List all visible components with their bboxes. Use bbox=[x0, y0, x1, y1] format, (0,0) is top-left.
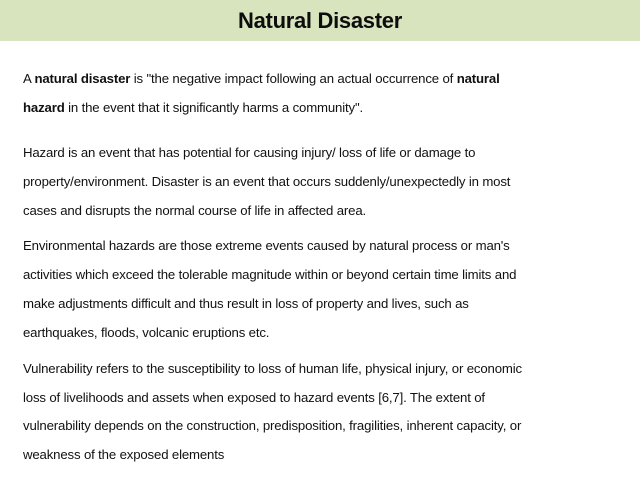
slide-title: Natural Disaster bbox=[238, 8, 402, 33]
text-line: Environmental hazards are those extreme events caused by natural process or man's bbox=[23, 238, 510, 253]
text-line: earthquakes, floods, volcanic eruptions etc. bbox=[23, 325, 270, 340]
bold-term: natural bbox=[456, 71, 500, 86]
title-banner bbox=[0, 0, 640, 41]
bold-term: natural disaster bbox=[34, 71, 131, 86]
text: A bbox=[23, 71, 35, 86]
text-line: property/environment. Disaster is an event that occurs suddenly/unexpectedly in most bbox=[23, 174, 511, 189]
text-line: cases and disrupts the normal course of life in affected area. bbox=[23, 203, 367, 218]
text-line: Hazard is an event that has potential for causing injury/ loss of life or damage to bbox=[23, 145, 476, 160]
text-line: Vulnerability refers to the susceptibility to loss of human life, physical injury, or economic bbox=[23, 361, 522, 376]
bold-term: hazard bbox=[23, 100, 65, 115]
text-line: weakness of the exposed elements bbox=[23, 447, 225, 462]
text: is "the negative impact following an actual occurrence of bbox=[130, 71, 457, 86]
text-line bbox=[23, 100, 363, 116]
text: in the event that it significantly harms a community". bbox=[64, 100, 364, 115]
text-line: activities which exceed the tolerable magnitude within or beyond certain time limits and bbox=[23, 267, 517, 282]
text-line bbox=[23, 71, 500, 87]
text-line: make adjustments difficult and thus result in loss of property and lives, such as bbox=[23, 296, 469, 311]
text-line: loss of livelihoods and assets when exposed to hazard events [6,7]. The extent of bbox=[23, 390, 485, 405]
text-line: vulnerability depends on the construction, predisposition, fragilities, inherent capacity, or bbox=[23, 418, 522, 433]
